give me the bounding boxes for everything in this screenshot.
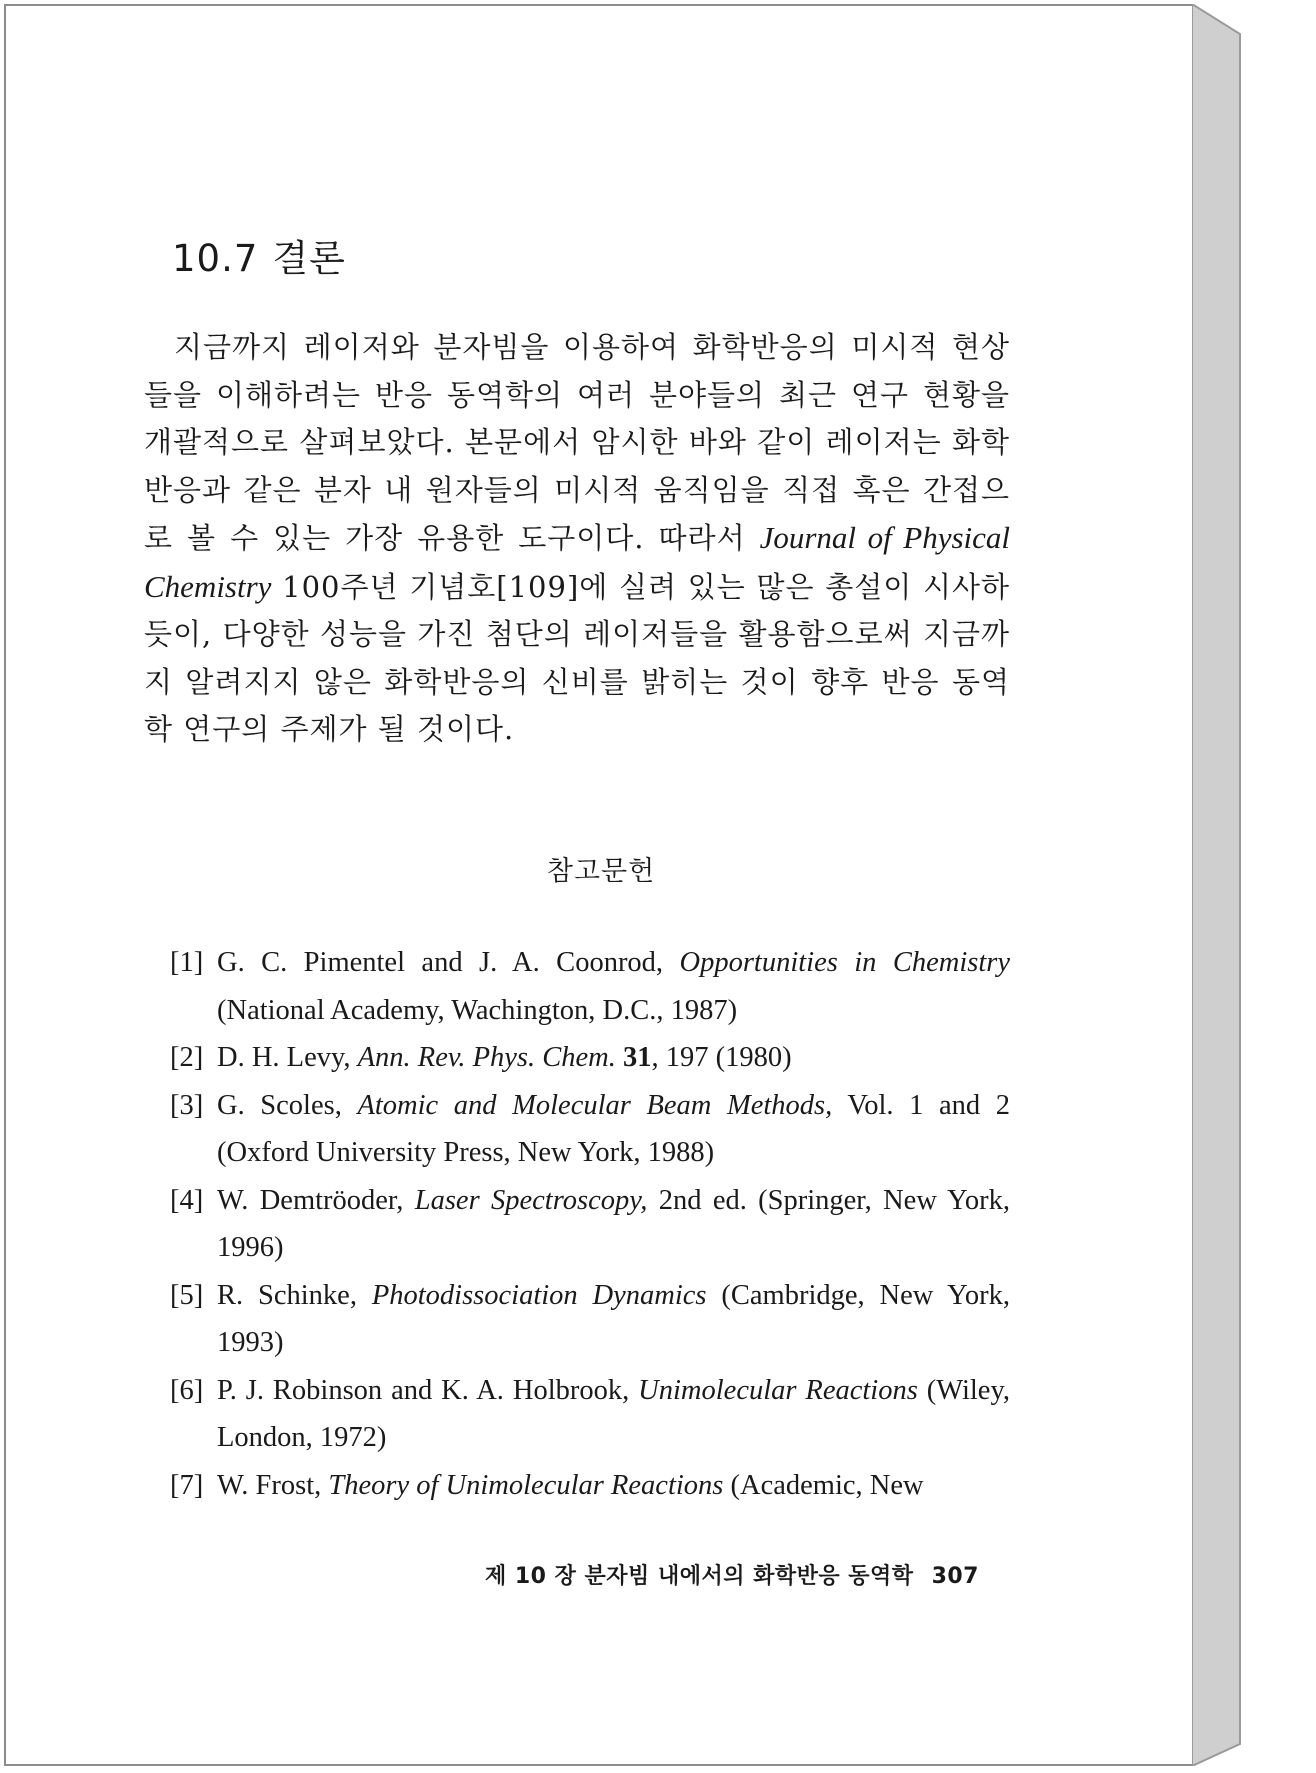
journal-name: Journal of Physical Chemistry bbox=[144, 520, 1011, 604]
references-heading: 참고문헌 bbox=[546, 856, 656, 887]
reference-authors: P. J. Robinson and K. A. Holbrook, bbox=[217, 1374, 639, 1406]
paragraph-text-1: 지금까지 레이저와 분자빔을 이용하여 화학반응의 미시적 현상들을 이해하려는 반응 동역학의 여러 분야들의 최근 연구 현황을 개괄적으로 살펴보았다. 본문에서 암시한 바와 같이 레이저는 화학반응과 같은 분자 내 원자들의 미시적 움직임을 직접 혹은 간접으로 볼 수 있는 가장 유용한 도구이다. 따라서 bbox=[144, 330, 1010, 555]
reference-tag: [6] bbox=[170, 1374, 204, 1406]
reference-item bbox=[170, 1082, 1010, 1177]
reference-publication: (National Academy, Wachington, D.C., 1987) bbox=[217, 994, 738, 1026]
reference-item bbox=[170, 939, 1010, 1034]
reference-tag: [4] bbox=[170, 1184, 204, 1216]
reference-item bbox=[170, 1034, 1010, 1082]
reference-title: Opportunities in Chemistry bbox=[679, 947, 1010, 978]
reference-authors: G. Scoles, bbox=[217, 1089, 358, 1121]
reference-tag: [7] bbox=[170, 1469, 204, 1501]
reference-title: Atomic and Molecular Beam Methods, bbox=[357, 1089, 833, 1121]
reference-authors: G. C. Pimentel and J. A. Coonrod, bbox=[217, 947, 680, 978]
reference-item bbox=[170, 1177, 1010, 1272]
reference-authors: D. H. Levy, bbox=[217, 1042, 358, 1073]
section-heading bbox=[172, 228, 346, 282]
reference-authors: W. Demtröoder, bbox=[217, 1184, 415, 1216]
paragraph-text-2: 100주년 기념호[109]에 실려 있는 많은 총설이 시사하듯이, 다양한 성능을 가진 첨단의 레이저들을 활용함으로써 지금까지 알려지지 않은 화학반응의 신비를 밝히는 것이 향후 반응 동역학 연구의 주제가 될 것이다. bbox=[144, 569, 1010, 746]
reference-title: Unimolecular Reactions bbox=[638, 1374, 918, 1406]
reference-authors: W. Frost, bbox=[217, 1469, 329, 1501]
page-footer bbox=[485, 1559, 979, 1590]
reference-title: Ann. Rev. Phys. Chem. bbox=[357, 1042, 616, 1073]
reference-publication: 2nd ed. (Springer, New York, 1996) bbox=[217, 1184, 1011, 1263]
reference-publication: (Academic, New bbox=[723, 1469, 924, 1501]
reference-publication: (Cambridge, New York, 1993) bbox=[217, 1279, 1010, 1358]
reference-item bbox=[170, 1367, 1010, 1462]
reference-tag: [1] bbox=[170, 947, 204, 978]
reference-authors: R. Schinke, bbox=[217, 1279, 372, 1311]
reference-tag: [3] bbox=[170, 1089, 204, 1121]
reference-item bbox=[170, 1462, 1010, 1510]
reference-publication: Vol. 1 and 2 (Oxford University Press, New York, 1988) bbox=[217, 1089, 1010, 1168]
reference-list bbox=[170, 939, 1010, 1509]
reference-item bbox=[170, 1272, 1010, 1367]
reference-title: Theory of Unimolecular Reactions bbox=[328, 1469, 724, 1501]
reference-tag: [5] bbox=[170, 1279, 204, 1311]
running-footer-chapter: 제 10 장 분자빔 내에서의 화학반응 동역학 bbox=[484, 1564, 914, 1589]
reference-publication: (Wiley, London, 1972) bbox=[217, 1374, 1010, 1453]
reference-tag: [2] bbox=[170, 1042, 204, 1073]
conclusion-paragraph bbox=[144, 324, 1010, 754]
section-title: 결론 bbox=[272, 237, 346, 280]
reference-title: Laser Spectroscopy, bbox=[414, 1184, 648, 1216]
page-number: 307 bbox=[931, 1564, 979, 1589]
page-stack-face bbox=[1192, 4, 1240, 1766]
book-page bbox=[4, 4, 1194, 1766]
reference-publication: , 197 (1980) bbox=[651, 1042, 792, 1073]
reference-volume: 31 bbox=[615, 1042, 652, 1073]
reference-title: Photodissociation Dynamics bbox=[371, 1279, 707, 1311]
page-stack-edge bbox=[1192, 4, 1252, 1766]
section-number: 10.7 bbox=[172, 237, 259, 280]
